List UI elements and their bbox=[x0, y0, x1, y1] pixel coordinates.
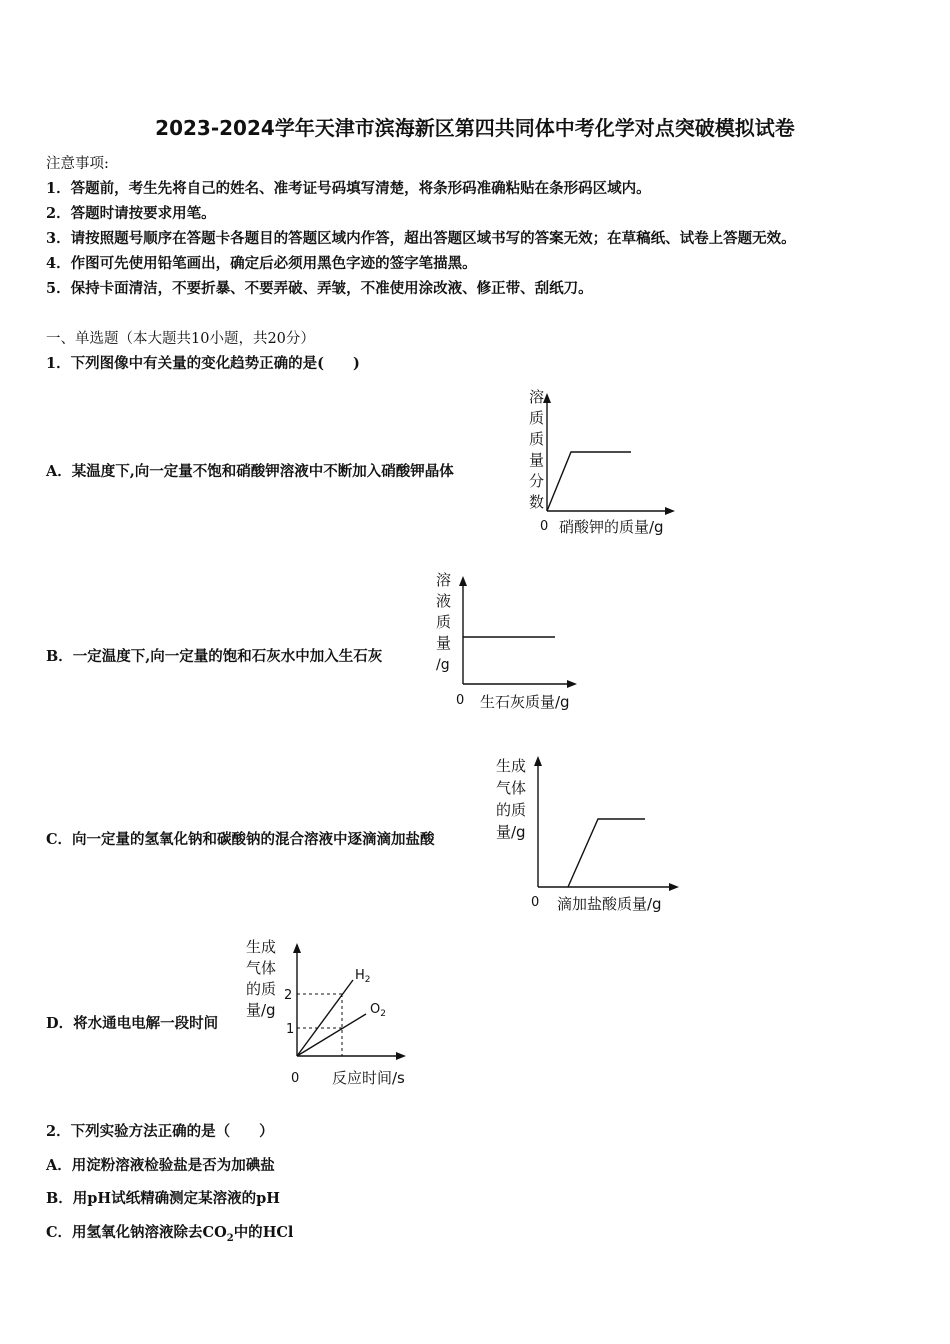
graph-a-origin: 0 bbox=[540, 519, 549, 534]
graph-d-y-arrow bbox=[293, 943, 301, 953]
graph-d-ylabel: 量/g bbox=[246, 1001, 276, 1019]
graph-a-ylabel: 质 bbox=[529, 430, 545, 448]
option-c-text: C．向一定量的氢氧化钠和碳酸钠的混合溶液中逐滴滴加盐酸 bbox=[46, 831, 435, 848]
notice-item: 2．答题时请按要求用笔。 bbox=[46, 205, 216, 222]
graph-a-curve bbox=[547, 452, 631, 511]
question-2-option-b: B．用pH试纸精确测定某溶液的pH bbox=[46, 1190, 280, 1207]
graph-d-tick-1: 1 bbox=[286, 1022, 295, 1037]
graph-c-curve bbox=[568, 819, 645, 887]
question-2-stem: 2．下列实验方法正确的是（ ） bbox=[46, 1123, 274, 1140]
graph-c bbox=[494, 750, 694, 920]
graph-b-x-arrow bbox=[567, 680, 577, 688]
graph-a-ylabel: 量 bbox=[529, 451, 545, 469]
graph-d-ylabel: 的质 bbox=[246, 980, 277, 998]
graph-c-ylabel: 气体 bbox=[496, 779, 527, 797]
graph-b-ylabel: 液 bbox=[436, 592, 452, 610]
notice-heading: 注意事项: bbox=[46, 156, 109, 172]
graph-c-xlabel: 滴加盐酸质量/g bbox=[557, 895, 662, 913]
graph-b-ylabel: 量 bbox=[436, 634, 452, 652]
page-title: 2023-2024学年天津市滨海新区第四共同体中考化学对点突破模拟试卷 bbox=[155, 116, 795, 140]
graph-b-ylabel: 质 bbox=[436, 613, 452, 631]
option-d-text: D．将水通电电解一段时间 bbox=[46, 1015, 219, 1032]
graph-b-xlabel: 生石灰质量/g bbox=[480, 693, 570, 711]
graph-d-ylabel: 气体 bbox=[246, 959, 277, 977]
graph-a-ylabel: 溶 bbox=[529, 388, 545, 406]
option-a-text: A．某温度下,向一定量不饱和硝酸钾溶液中不断加入硝酸钾晶体 bbox=[46, 463, 454, 480]
question-2-option-c: C．用氢氧化钠溶液除去$CO_2$中的HCl bbox=[46, 1224, 294, 1244]
graph-d-x-arrow bbox=[396, 1052, 406, 1060]
graph-a-ylabel: 质 bbox=[529, 409, 545, 427]
graph-c-ylabel: 量/g bbox=[496, 823, 526, 841]
graph-d-h2-label: $H_2$ bbox=[355, 968, 371, 985]
graph-b-ylabel: /g bbox=[436, 657, 450, 673]
graph-d-o2-label: $O_2$ bbox=[370, 1002, 386, 1019]
graph-c-ylabel: 的质 bbox=[496, 801, 527, 819]
notice-item: 5．保持卡面清洁，不要折暴、不要弄破、弄皱，不准使用涂改液、修正带、刮纸刀。 bbox=[46, 280, 593, 297]
question-1-stem: 1．下列图像中有关量的变化趋势正确的是( ) bbox=[46, 355, 360, 372]
graph-d-h2-line bbox=[297, 980, 353, 1056]
graph-b-y-arrow bbox=[459, 576, 467, 586]
graph-d-xlabel: 反应时间/s bbox=[332, 1069, 405, 1087]
graph-c-y-arrow bbox=[534, 756, 542, 766]
notice-item: 1．答题前，考生先将自己的姓名、准考证号码填写清楚，将条形码准确粘贴在条形码区域内。 bbox=[46, 180, 651, 197]
graph-d-ylabel: 生成 bbox=[246, 938, 277, 956]
graph-d-origin: 0 bbox=[291, 1071, 300, 1086]
graph-d bbox=[246, 935, 426, 1095]
graph-b-ylabel: 溶 bbox=[436, 571, 452, 589]
graph-c-origin: 0 bbox=[531, 895, 540, 910]
graph-a bbox=[515, 385, 685, 545]
graph-a-xlabel: 硝酸钾的质量/g bbox=[559, 518, 664, 536]
question-2-option-a: A．用淀粉溶液检验盐是否为加碘盐 bbox=[46, 1157, 275, 1174]
graph-a-y-arrow bbox=[543, 393, 551, 403]
graph-c-ylabel: 生成 bbox=[496, 757, 527, 775]
section-heading: 一、单选题（本大题共10小题，共20分） bbox=[46, 331, 315, 347]
graph-a-ylabel: 数 bbox=[529, 493, 545, 511]
notice-item: 3．请按照题号顺序在答题卡各题目的答题区域内作答，超出答题区域书写的答案无效；在草稿纸、试卷上答题无效。 bbox=[46, 230, 796, 247]
graph-d-tick-2: 2 bbox=[284, 988, 293, 1003]
graph-a-ylabel: 分 bbox=[529, 472, 545, 490]
graph-b bbox=[432, 568, 602, 718]
graph-d-o2-line bbox=[297, 1014, 366, 1056]
graph-c-x-arrow bbox=[669, 883, 679, 891]
option-b-text: B．一定温度下,向一定量的饱和石灰水中加入生石灰 bbox=[46, 648, 383, 665]
notice-item: 4．作图可先使用铅笔画出，确定后必须用黑色字迹的签字笔描黑。 bbox=[46, 255, 477, 272]
graph-a-x-arrow bbox=[665, 507, 675, 515]
graph-b-origin: 0 bbox=[456, 693, 465, 708]
